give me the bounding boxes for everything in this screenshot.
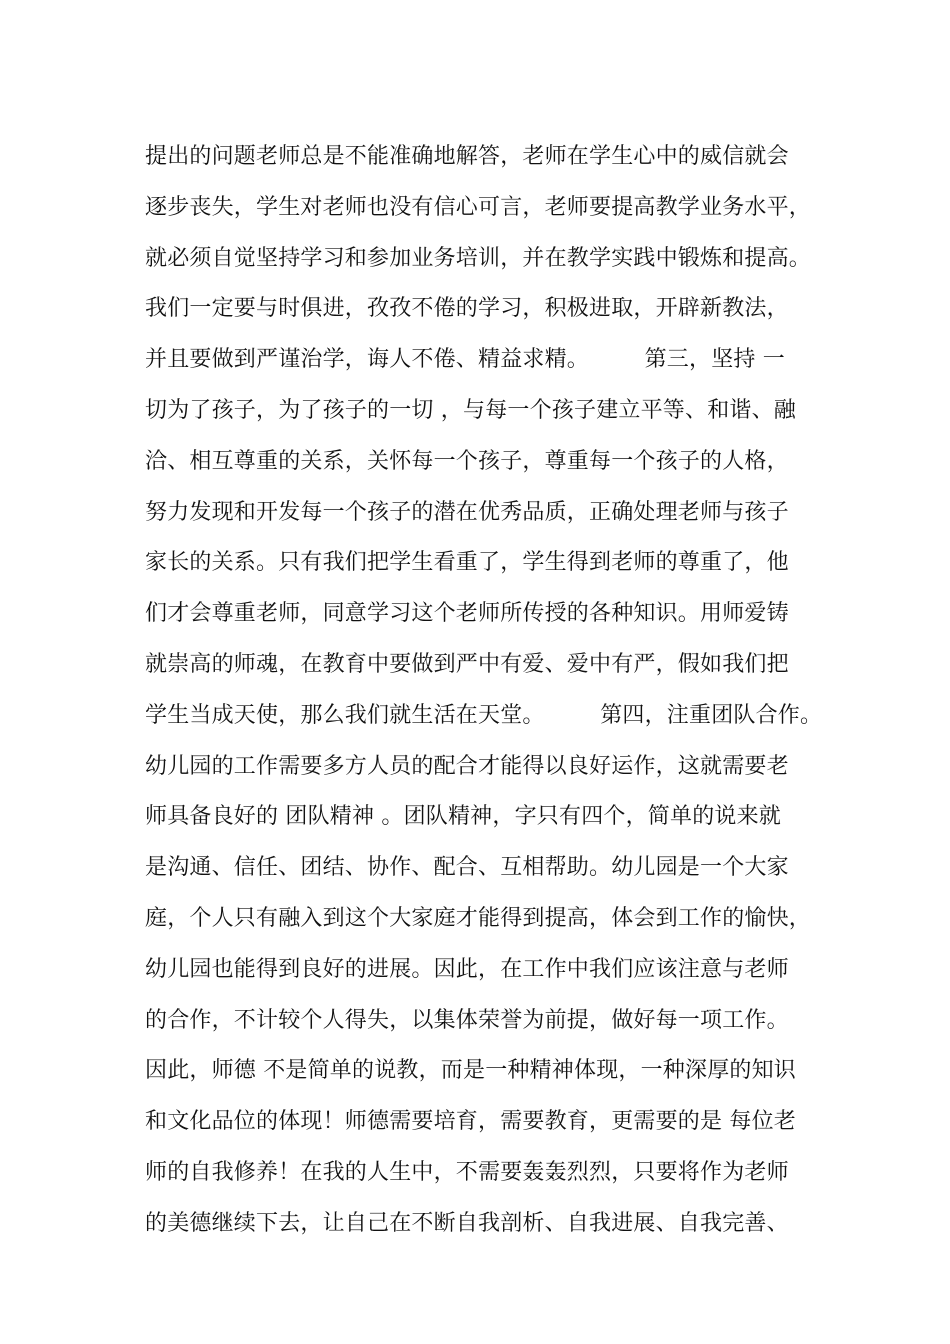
text-line-11: 就崇高的师魂，在教育中要做到严中有爱、爱中有严，假如我们把	[145, 651, 789, 677]
text-line-9: 家长的关系。只有我们把学生看重了，学生得到老师的尊重了，他	[145, 550, 789, 576]
text-line-17: 幼儿园也能得到良好的进展。因此，在工作中我们应该注意与老师	[145, 956, 789, 982]
text-line-3: 就必须自觉坚持学习和参加业务培训，并在教学实践中锻炼和提高。	[145, 245, 812, 271]
text-line-13: 幼儿园的工作需要多方人员的配合才能得以良好运作，这就需要老	[145, 753, 789, 779]
text-line-6: 切为了孩子，为了孩子的一切 ，与每一个孩子建立平等、和谐、融	[145, 397, 796, 423]
text-line-5: 并且要做到严谨治学，诲人不倦、精益求精。 第三，坚持 一	[145, 347, 785, 373]
text-line-7: 洽、相互尊重的关系，关怀每一个孩子，尊重每一个孩子的人格，	[145, 448, 789, 474]
text-line-18: 的合作，不计较个人得失，以集体荣誉为前提，做好每一项工作。	[145, 1007, 789, 1033]
text-line-1: 提出的问题老师总是不能准确地解答，老师在学生心中的威信就会	[145, 144, 789, 169]
text-line-16: 庭，个人只有融入到这个大家庭才能得到提高，体会到工作的愉快，	[145, 905, 812, 931]
text-line-15: 是沟通、信任、团结、协作、配合、互相帮助。幼儿园是一个大家	[145, 855, 789, 881]
text-line-2: 逐步丧失，学生对老师也没有信心可言，老师要提高教学业务水平，	[145, 194, 812, 220]
text-line-8: 努力发现和开发每一个孩子的潜在优秀品质，正确处理老师与孩子	[145, 499, 789, 525]
text-line-20: 和文化品位的体现！师德需要培育，需要教育，更需要的是 每位老	[145, 1109, 796, 1135]
text-line-21: 师的自我修养！在我的人生中，不需要轰轰烈烈，只要将作为老师	[145, 1159, 789, 1185]
text-line-22: 的美德继续下去，让自己在不断自我剖析、自我进展、自我完善、	[145, 1210, 789, 1236]
text-line-4: 我们一定要与时俱进，孜孜不倦的学习，积极进取，开辟新教法，	[145, 296, 789, 322]
text-line-12: 学生当成天使，那么我们就生活在天堂。 第四，注重团队合作。	[145, 702, 823, 728]
text-line-10: 们才会尊重老师，同意学习这个老师所传授的各种知识。用师爱铸	[145, 601, 789, 627]
text-line-14: 师具备良好的 团队精神 。团队精神，字只有四个，简单的说来就	[145, 804, 781, 830]
body-text	[145, 132, 845, 1250]
text-line-19: 因此，师德 不是简单的说教，而是一种精神体现，一种深厚的知识	[145, 1058, 796, 1084]
